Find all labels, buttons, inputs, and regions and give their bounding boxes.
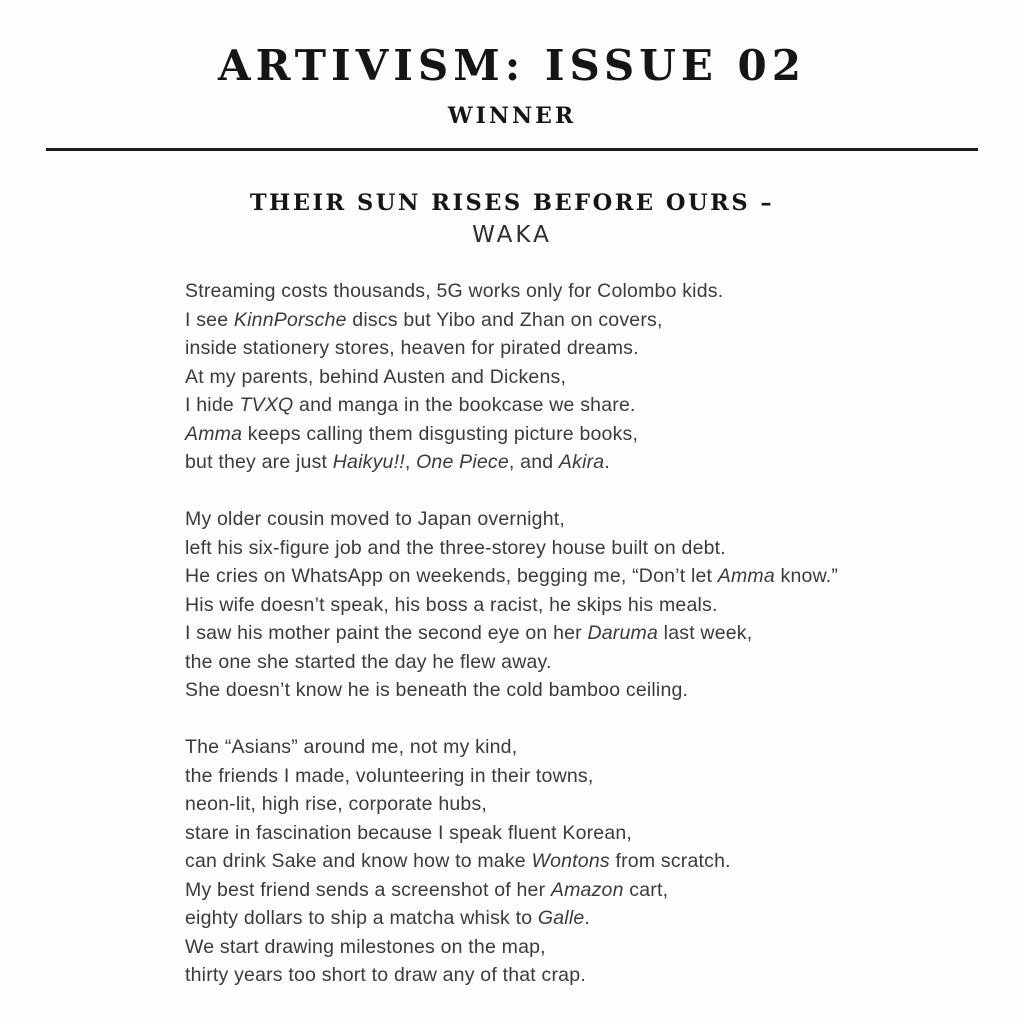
poem-line	[185, 277, 1024, 306]
poem-line	[185, 790, 1024, 819]
italic-text-segment: Haikyu!!	[332, 451, 405, 473]
poem-author: WAKA	[472, 222, 552, 248]
poem-line	[185, 847, 1024, 876]
poem-line	[185, 904, 1024, 933]
italic-text-segment: Daruma	[587, 622, 659, 644]
poem-stanza	[185, 733, 1024, 990]
text-segment: discs but Yibo and Zhan on covers,	[346, 308, 663, 331]
text-segment: , and	[508, 451, 559, 473]
italic-text-segment: Amma	[717, 565, 775, 587]
text-segment: My best friend sends a screenshot of her	[185, 878, 551, 901]
poem-line	[185, 534, 1024, 563]
text-segment: stare in fascination because I speak fluent Korean,	[185, 821, 633, 844]
text-segment: the friends I made, volunteering in their towns,	[185, 764, 594, 787]
poem-title: THEIR SUN RISES BEFORE OURS –	[249, 190, 775, 216]
italic-text-segment: KinnPorsche	[233, 308, 347, 331]
text-segment: keeps calling them disgusting picture books,	[242, 422, 639, 445]
poem-line	[185, 562, 1024, 591]
poem-line	[185, 391, 1024, 420]
text-segment: left his six-figure job and the three-storey house built on debt.	[185, 536, 726, 559]
poem-line	[185, 334, 1024, 363]
text-segment: I saw his mother paint the second eye on her	[185, 622, 588, 644]
poem-line	[185, 648, 1024, 677]
divider-rule	[46, 148, 978, 151]
poem-line	[185, 762, 1024, 791]
text-segment: The “Asians” around me, not my kind,	[185, 736, 518, 758]
issue-subtitle: WINNER	[447, 103, 577, 129]
italic-text-segment: Amazon	[550, 878, 624, 901]
text-segment: last week,	[658, 622, 753, 644]
poem-line	[185, 676, 1024, 705]
text-segment: We start drawing milestones on the map,	[185, 935, 546, 958]
text-segment: can drink Sake and know how to make	[185, 850, 532, 872]
text-segment: neon-lit, high rise, corporate hubs,	[185, 793, 488, 815]
poem-line	[185, 591, 1024, 620]
poem-stanza	[185, 505, 1024, 705]
text-segment: and manga in the bookcase we share.	[293, 394, 636, 416]
text-segment: His wife doesn’t speak, his boss a racist, he skips his meals.	[185, 593, 718, 616]
text-segment: Streaming costs thousands, 5G works only for Colombo kids.	[185, 280, 724, 302]
text-segment: but they are just	[185, 451, 333, 473]
poem-line	[185, 619, 1024, 648]
poem-line	[185, 505, 1024, 534]
poem-line	[185, 819, 1024, 848]
italic-text-segment: TVXQ	[239, 394, 294, 416]
text-segment: eighty dollars to ship a matcha whisk to	[185, 907, 538, 929]
poem-line	[185, 363, 1024, 392]
text-segment: know.”	[774, 565, 839, 587]
italic-text-segment: Galle	[537, 907, 585, 929]
poem-line	[185, 961, 1024, 990]
italic-text-segment: Amma	[185, 422, 243, 445]
text-segment: .	[584, 907, 591, 929]
poem-line	[185, 448, 1024, 477]
italic-text-segment: One Piece	[416, 451, 509, 473]
poem-line	[185, 733, 1024, 762]
italic-text-segment: Wontons	[531, 850, 610, 872]
text-segment: My older cousin moved to Japan overnight,	[185, 508, 565, 530]
text-segment: cart,	[623, 878, 669, 901]
poem-line	[185, 306, 1024, 335]
text-segment: inside stationery stores, heaven for pirated dreams.	[185, 337, 639, 359]
text-segment: from scratch.	[609, 850, 731, 872]
poem-line	[185, 420, 1024, 449]
text-segment: He cries on WhatsApp on weekends, begging me, “Don’t let	[185, 565, 718, 587]
text-segment: the one she started the day he flew away.	[185, 650, 552, 673]
text-segment: thirty years too short to draw any of that crap.	[185, 964, 586, 986]
text-segment: ,	[404, 451, 417, 473]
text-segment: .	[604, 451, 610, 473]
text-segment: At my parents, behind Austen and Dickens,	[185, 365, 567, 388]
issue-title: ARTIVISM: ISSUE 02	[218, 41, 806, 90]
poem-line	[185, 933, 1024, 962]
text-segment: I see	[185, 308, 234, 331]
poem-stanza	[185, 277, 1024, 477]
poem-line	[185, 876, 1024, 905]
text-segment: She doesn’t know he is beneath the cold bamboo ceiling.	[185, 679, 689, 701]
poem-body	[185, 277, 1024, 990]
text-segment: I hide	[185, 394, 240, 416]
italic-text-segment: Akira	[558, 451, 605, 473]
